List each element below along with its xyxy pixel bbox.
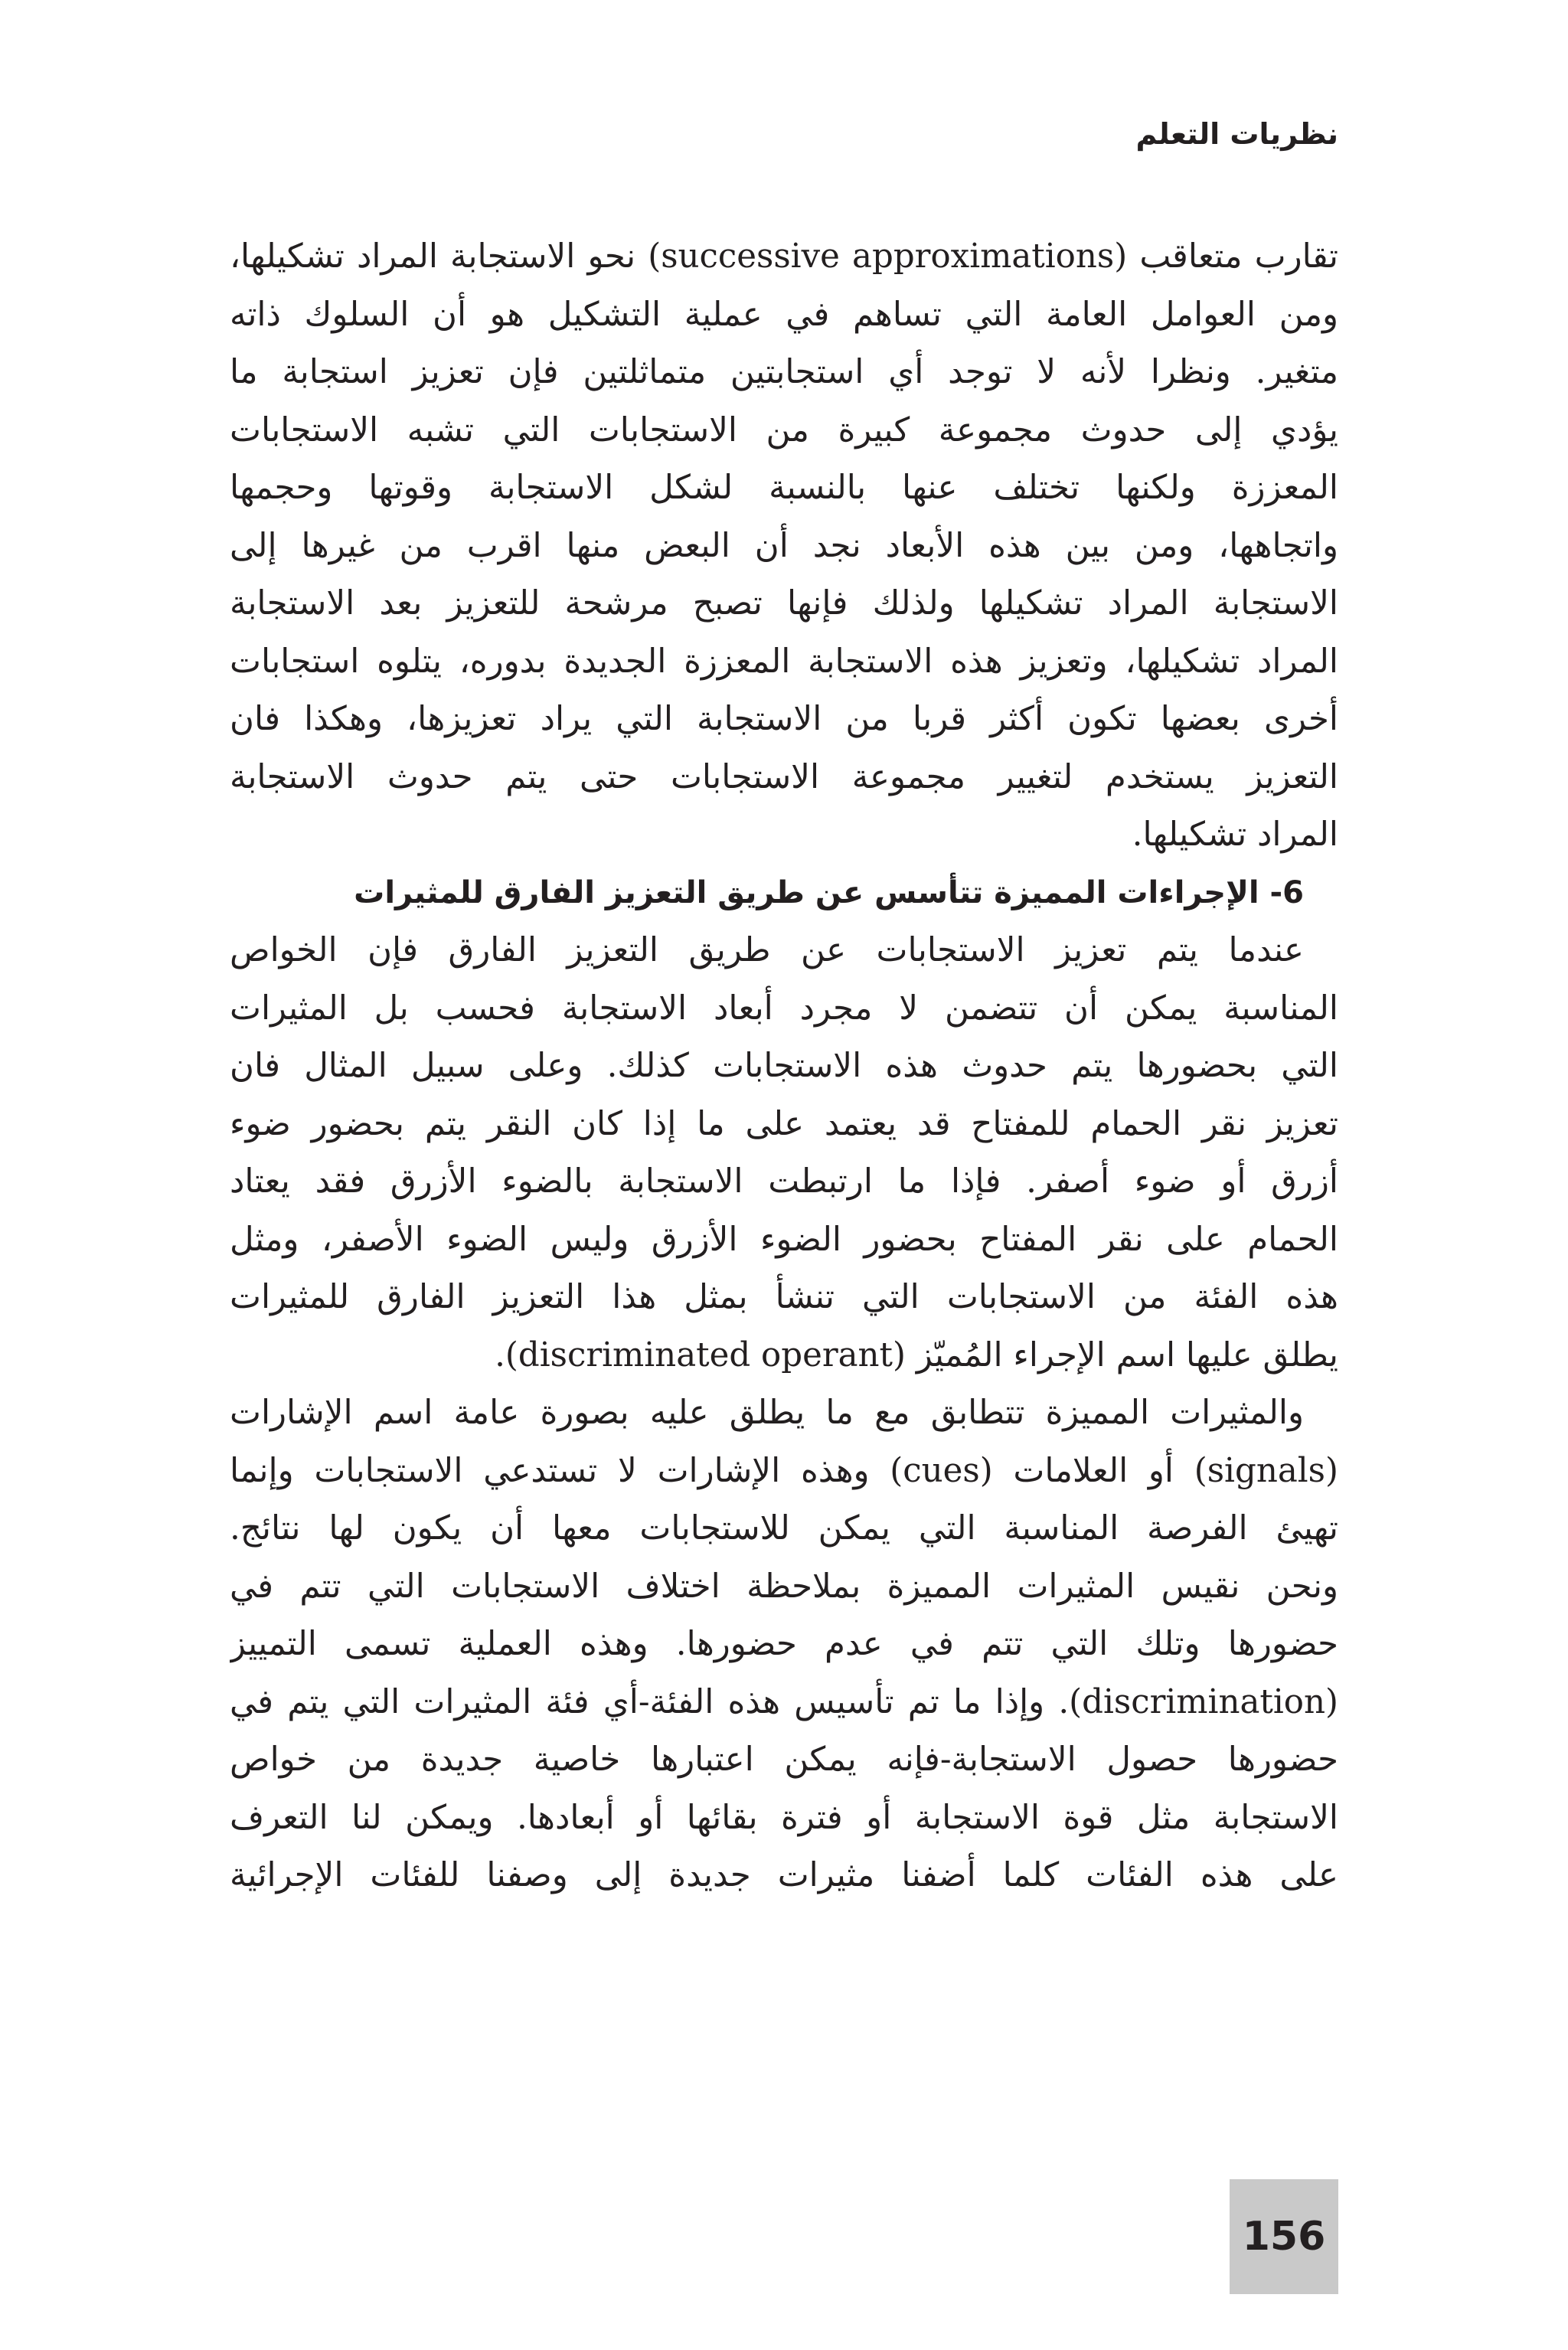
text-line: واتجاهها، ومن بين هذه الأبعاد نجد أن البعض منها اقرب من غيرها إلى <box>230 526 1338 565</box>
text-line: المراد تشكيلها. <box>1132 815 1338 854</box>
text-line: أخرى بعضها تكون أكثر قربا من الاستجابة التي يراد تعزيزها، وهكذا فان <box>230 700 1338 738</box>
section-heading: 6- الإجراءات المميزة تتأسس عن طريق التعزيز الفارق للمثيرات <box>354 874 1304 910</box>
running-header-title: نظريات التعلم <box>1135 117 1338 151</box>
text-line: تقارب متعاقب (successive approximations) نحو الاستجابة المراد تشكيلها، <box>230 237 1338 276</box>
text-line: المناسبة يمكن أن تتضمن لا مجرد أبعاد الاستجابة فحسب بل المثيرات <box>230 989 1338 1028</box>
text-line: تعزيز نقر الحمام للمفتاح قد يعتمد على ما إذا كان النقر يتم بحضور ضوء <box>230 1104 1338 1143</box>
text-line: المراد تشكيلها، وتعزيز هذه الاستجابة المعززة الجديدة بدوره، يتلوه استجابات <box>230 642 1338 681</box>
text-line: المعززة ولكنها تختلف عنها بالنسبة لشكل الاستجابة وقوتها وحجمها <box>230 469 1338 507</box>
text-line: حضورها وتلك التي تتم في عدم حضورها. وهذه العملية تسمى التمييز <box>230 1625 1338 1663</box>
text-line: يطلق عليها اسم الإجراء المُميّز (discriminated operant). <box>495 1335 1338 1374</box>
text-line: هذه الفئة من الاستجابات التي تنشأ بمثل هذا التعزيز الفارق للمثيرات <box>230 1278 1338 1316</box>
text-line: ونحن نقيس المثيرات المميزة بملاحظة اختلاف الاستجابات التي تتم في <box>230 1567 1338 1606</box>
text-line: والمثيرات المميزة تتطابق مع ما يطلق عليه بصورة عامة اسم الإشارات <box>230 1394 1304 1432</box>
text-line: على هذه الفئات كلما أضفنا مثيرات جديدة إلى وصفنا للفئات الإجرائية <box>230 1856 1338 1894</box>
text-line: أزرق أو ضوء أصفر. فإذا ما ارتبطت الاستجابة بالضوء الأزرق فقد يعتاد <box>230 1162 1338 1201</box>
body-text <box>230 228 1338 1905</box>
text-line: عندما يتم تعزيز الاستجابات عن طريق التعزيز الفارق فإن الخواص <box>230 931 1304 969</box>
page-number-box <box>1230 2179 1338 2294</box>
text-line: (signals) أو العلامات (cues) وهذه الإشارات لا تستدعي الاستجابات وإنما <box>230 1451 1338 1490</box>
text-line: الاستجابة مثل قوة الاستجابة أو فترة بقائها أو أبعادها. ويمكن لنا التعرف <box>230 1798 1338 1837</box>
text-line: ومن العوامل العامة التي تساهم في عملية التشكيل هو أن السلوك ذاته <box>230 295 1338 334</box>
text-line: تهيئ الفرصة المناسبة التي يمكن للاستجابات معها أن يكون لها نتائج. <box>230 1509 1338 1548</box>
text-line: التي بحضورها يتم حدوث هذه الاستجابات كذلك. وعلى سبيل المثال فان <box>230 1047 1338 1085</box>
text-line: التعزيز يستخدم لتغيير مجموعة الاستجابات حتى يتم حدوث الاستجابة <box>230 757 1338 796</box>
text-line: حضورها حصول الاستجابة-فإنه يمكن اعتبارها خاصية جديدة من خواص <box>230 1740 1338 1779</box>
text-line: يؤدي إلى حدوث مجموعة كبيرة من الاستجابات التي تشبه الاستجابات <box>230 410 1338 449</box>
text-line: متغير. ونظرا لأنه لا توجد أي استجابتين متماثلتين فإن تعزيز استجابة ما <box>230 353 1338 391</box>
page-number: 156 <box>1242 2214 1326 2260</box>
text-line: الاستجابة المراد تشكيلها ولذلك فإنها تصبح مرشحة للتعزيز بعد الاستجابة <box>230 584 1338 623</box>
text-line: الحمام على نقر المفتاح بحضور الضوء الأزرق وليس الضوء الأصفر، ومثل <box>230 1220 1338 1259</box>
text-line: (discrimination). وإذا ما تم تأسيس هذه الفئة-أي فئة المثيرات التي يتم في <box>230 1682 1338 1721</box>
